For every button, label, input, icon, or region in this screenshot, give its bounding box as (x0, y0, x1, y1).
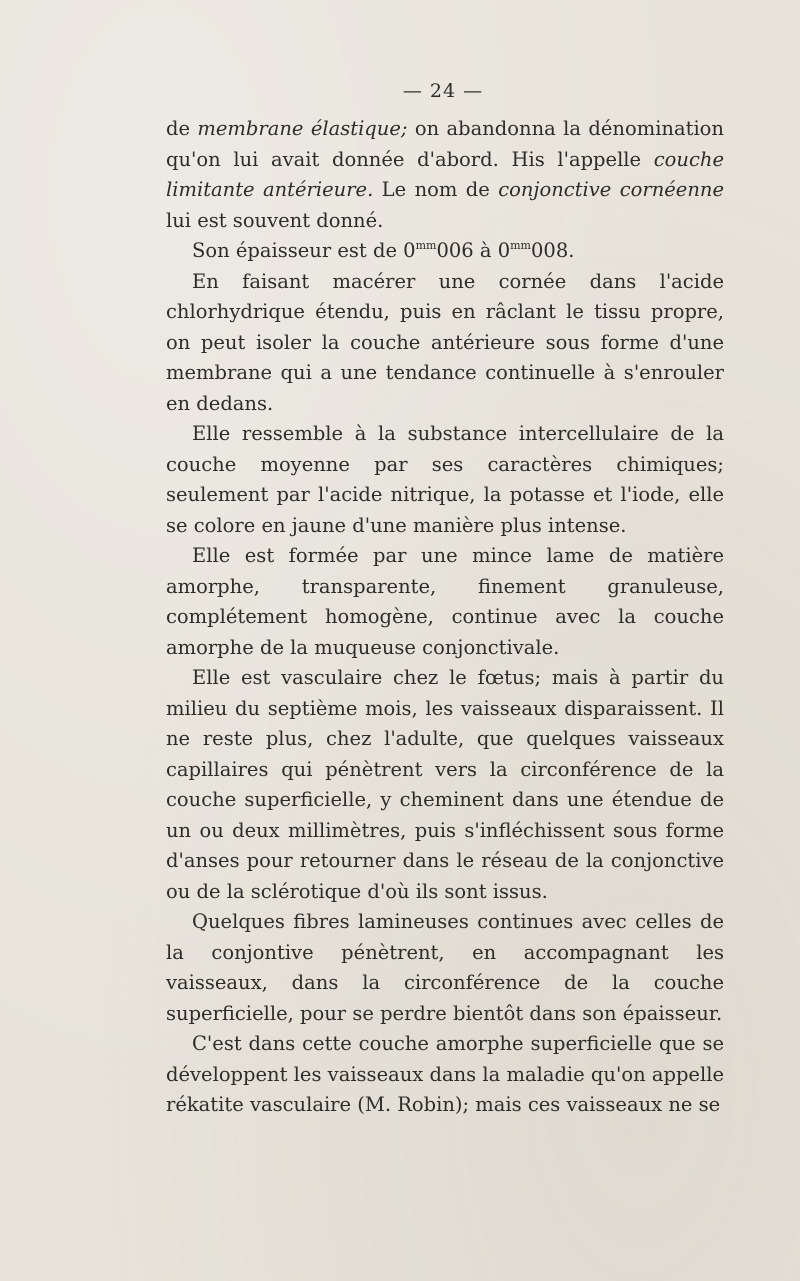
text-run: 008. (531, 239, 575, 262)
paragraph-4: Elle ressemble à la substance intercellulaire de la couche moyenne par ses caractères chimiques; seulement par l'acide nitrique, la potasse et l'iode, elle se colore en jaune d'une manière plus intense. (166, 422, 724, 537)
page-number: — 24 — (402, 80, 484, 102)
unit-superscript: mm (415, 239, 437, 252)
text-run: lui est souvent donné. (166, 208, 384, 232)
paragraph-6: Elle est vasculaire chez le fœtus; mais à partir du milieu du septième mois, les vaisseaux disparaissent. Il ne reste plus, chez l'adulte, que quelques vaisseaux capillaires qui pénètrent vers la circonférence de la couche superficielle, y cheminent dans une étendue de un ou deux millimètres, puis s'infléchissent sous forme d'anses pour retourner dans le réseau de la conjonctive ou de la sclérotique d'où ils sont issus. (166, 666, 724, 903)
text-run: Son épaisseur est de 0 (192, 239, 416, 262)
text-run: 006 à 0 (436, 239, 511, 262)
italic-term: membrane élastique; (197, 117, 408, 140)
paragraph-8: C'est dans cette couche amorphe superficielle que se développent les vaisseaux dans la maladie qu'on appelle rékatite vasculaire (M. Robin); mais ces vaisseaux ne se (166, 1032, 724, 1116)
paragraph-2 (166, 236, 724, 267)
italic-term: conjonctive cornéenne (498, 178, 724, 201)
text-run: de (166, 117, 198, 140)
paragraph-1 (166, 114, 724, 236)
paragraph-5: Elle est formée par une mince lame de matière amorphe, transparente, finement granuleuse, complétement homogène, continue avec la couche amorphe de la muqueuse conjonctivale. (166, 544, 724, 659)
text-run: on abandonna la dénomination qu'on lui avait donnée d'abord. His l'appelle (166, 117, 724, 171)
paragraph-3: En faisant macérer une cornée dans l'acide chlorhydrique étendu, puis en râclant le tissu propre, on peut isoler la couche antérieure sous forme d'une membrane qui a une tendance continuelle à s'enrouler en dedans. (166, 269, 724, 415)
body-text (166, 114, 724, 1121)
italic-term: couche limitante antérieure. (166, 147, 724, 201)
unit-superscript: mm (510, 239, 531, 252)
text-run: Le nom de (373, 178, 499, 201)
paragraph-7: Quelques fibres lamineuses continues avec celles de la conjontive pénètrent, en accompagnant les vaisseaux, dans la circonférence de la couche superficielle, pour se perdre bientôt dans son épaisseur. (166, 910, 724, 1025)
